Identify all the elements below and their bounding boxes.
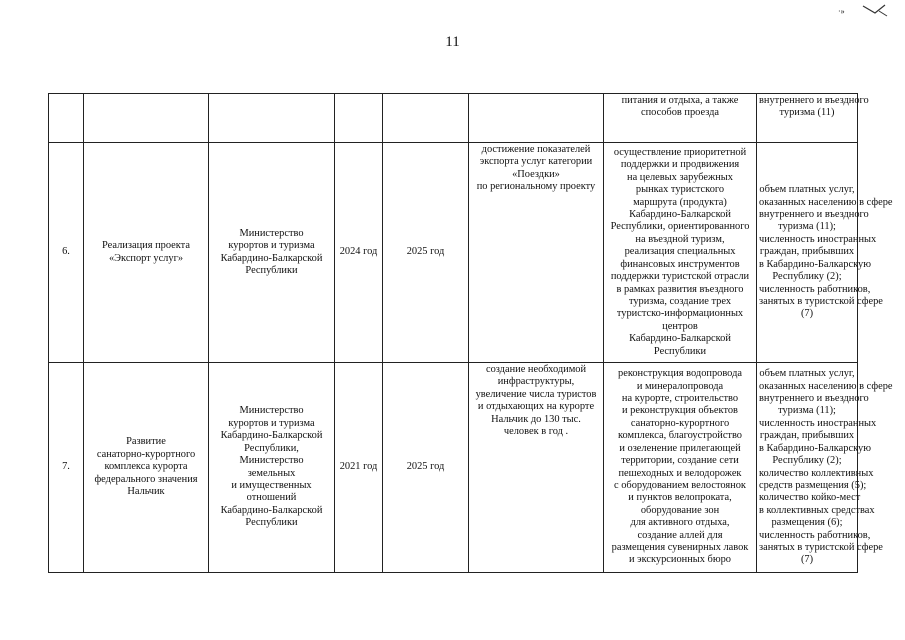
- cell-text-line: курортов и туризма: [228, 240, 315, 252]
- cell-text-line: и минералопровода: [636, 380, 724, 392]
- cell-text-line: санаторно-курортного: [630, 417, 730, 429]
- cell-text-line: Республики, ориентированного: [610, 221, 750, 233]
- cell-text-line: Реализация проекта: [102, 240, 190, 252]
- cell-text-line: экспорта услуг категории: [479, 156, 593, 168]
- cell-indicators: [469, 143, 604, 363]
- cell-text-line: количество койко-мест: [759, 492, 861, 504]
- table-row: [49, 363, 858, 573]
- cell-text-line: туризма (11);: [778, 405, 836, 417]
- cell-text-line: Развитие: [126, 436, 166, 448]
- cell-text-line: на целевых зарубежных: [627, 171, 733, 183]
- cell-text-line: и экскурсионных бюро: [628, 554, 731, 566]
- cell-text-line: Республики: [245, 264, 298, 276]
- cell-executor: [209, 143, 335, 363]
- cell-results: [757, 143, 893, 363]
- cell-text-line: «Экспорт услуг»: [108, 252, 184, 264]
- cell-text-line: туристско-информационных: [616, 308, 744, 320]
- cell-executor: [209, 363, 335, 573]
- cell-text-line: оказанных населению в сфере: [759, 196, 893, 208]
- cell-text-line: Министерство: [239, 455, 304, 467]
- cell-text-line: территории, создание сети: [621, 455, 739, 467]
- cell-text-line: создание аллей для: [637, 529, 723, 541]
- cell-text-line: с оборудованием велостоянок: [614, 479, 746, 491]
- cell-text-line: инфраструктуры,: [497, 376, 575, 388]
- cell-text-line: Кабардино-Балкарской: [220, 430, 323, 442]
- cell-number: 7.: [49, 363, 84, 573]
- cell-start-year: [335, 94, 383, 143]
- cell-text-line: внутреннего и въездного: [759, 393, 869, 405]
- cell-text-line: достижение показателей: [481, 144, 591, 155]
- cell-text-line: (7): [800, 554, 814, 566]
- cell-text-line: и озеленение прилегающей: [619, 442, 741, 454]
- cell-text-line: на курорте, строительство: [621, 393, 739, 405]
- cell-text-line: реализация специальных: [624, 246, 736, 258]
- cell-start-year: 2021 год: [335, 363, 383, 573]
- cell-text-line: комплекса, благоустройство: [617, 430, 743, 442]
- cell-end-year: [383, 94, 469, 143]
- cell-text-line: размещения сувенирных лавок: [611, 541, 749, 553]
- cell-results: [757, 94, 869, 143]
- cell-text-line: оборудование зон: [640, 504, 720, 516]
- cell-text-line: граждан, прибывших: [759, 246, 855, 258]
- cell-text-line: Республику (2);: [772, 271, 842, 283]
- measures-table: [48, 93, 893, 573]
- cell-text-line: численность иностранных: [759, 233, 877, 245]
- cell-text-line: туризма (11): [779, 107, 835, 119]
- cell-text-line: объем платных услуг,: [759, 184, 855, 196]
- cell-measure-name: [84, 363, 209, 573]
- cell-text-line: комплекса курорта: [104, 461, 188, 473]
- cell-text-line: внутреннего и въездного: [759, 209, 869, 221]
- cell-text-line: «Поездки»: [512, 168, 560, 180]
- cell-text-line: и имущественных: [231, 479, 312, 491]
- cell-measure-name: [84, 94, 209, 143]
- cell-text-line: питания и отдыха, а также: [621, 95, 739, 106]
- cell-text-line: численность иностранных: [759, 417, 877, 429]
- cell-text-line: размещения (6);: [771, 517, 843, 529]
- cell-text-line: рынках туристского: [635, 184, 725, 196]
- cell-text-line: средств размещения (5);: [759, 479, 867, 491]
- cell-text-line: туризма, создание трех: [628, 295, 732, 307]
- cell-text-line: увеличение числа туристов: [475, 388, 597, 400]
- cell-text-line: Республики: [245, 517, 298, 529]
- cell-text-line: для активного отдыха,: [630, 517, 730, 529]
- cell-text-line: курортов и туризма: [228, 417, 315, 429]
- cell-text-line: маршрута (продукта): [633, 196, 727, 208]
- cell-text-line: по региональному проекту: [476, 181, 596, 193]
- cell-text-line: санаторно-курортного: [96, 448, 196, 460]
- cell-text-line: на въездной туризм,: [635, 233, 725, 245]
- cell-text-line: отношений: [246, 492, 297, 504]
- cell-text-line: в рамках развития въездного: [616, 283, 744, 295]
- cell-text-line: федерального значения: [94, 473, 198, 485]
- cell-text-line: занятых в туристской сфере: [759, 295, 883, 307]
- margin-mark: ·»: [838, 7, 845, 16]
- table-row: [49, 94, 858, 143]
- cell-text-line: создание необходимой: [485, 364, 587, 375]
- cell-text-line: финансовых инструментов: [620, 258, 740, 270]
- cell-text-line: пешеходных и велодорожек: [618, 467, 742, 479]
- cell-text-line: Министерство: [239, 405, 304, 417]
- cell-results: [757, 363, 893, 573]
- cell-text-line: земельных: [247, 467, 296, 479]
- page-number: 11: [445, 34, 460, 50]
- cell-text-line: Кабардино-Балкарской: [220, 504, 323, 516]
- table-row: [49, 143, 858, 363]
- cell-text-line: (7): [800, 308, 814, 320]
- cell-indicators: [469, 94, 604, 143]
- pen-mark-icon: [857, 2, 891, 20]
- cell-text-line: внутреннего и въездного: [759, 95, 869, 106]
- cell-text-line: Нальчик до 130 тыс.: [491, 413, 581, 425]
- cell-indicators: [469, 363, 604, 573]
- cell-text-line: в Кабардино-Балкарскую: [759, 258, 871, 270]
- cell-text-line: численность работников,: [759, 283, 871, 295]
- cell-text-line: и реконструкция объектов: [622, 405, 738, 417]
- cell-text-line: занятых в туристской сфере: [759, 541, 883, 553]
- cell-text-line: человек в год .: [503, 426, 569, 438]
- cell-text-line: поддержки туристской отрасли: [610, 271, 750, 283]
- cell-text-line: туризма (11);: [778, 221, 836, 233]
- cell-tasks: [604, 143, 757, 363]
- cell-end-year: 2025 год: [383, 363, 469, 573]
- cell-text-line: количество коллективных: [759, 467, 874, 479]
- cell-text-line: поддержки и продвижения: [620, 159, 740, 171]
- cell-text-line: Республики,: [244, 442, 299, 454]
- cell-end-year: 2025 год: [383, 143, 469, 363]
- cell-text-line: Кабардино-Балкарской: [629, 333, 731, 345]
- cell-number: 6.: [49, 143, 84, 363]
- cell-text-line: и отдыхающих на курорте: [477, 401, 595, 413]
- cell-text-line: и пунктов велопроката,: [628, 492, 732, 504]
- cell-text-line: реконструкция водопровода: [618, 368, 742, 380]
- cell-text-line: осуществление приоритетной: [613, 147, 747, 159]
- cell-text-line: в Кабардино-Балкарскую: [759, 442, 871, 454]
- cell-text-line: Кабардино-Балкарской: [629, 209, 731, 221]
- cell-tasks: [604, 363, 757, 573]
- cell-text-line: Республики: [653, 345, 707, 357]
- cell-measure-name: [84, 143, 209, 363]
- cell-text-line: центров: [662, 320, 698, 332]
- cell-start-year: 2024 год: [335, 143, 383, 363]
- cell-number: [49, 94, 84, 143]
- cell-executor: [209, 94, 335, 143]
- cell-text-line: граждан, прибывших: [759, 430, 855, 442]
- cell-text-line: Министерство: [239, 227, 304, 239]
- cell-text-line: Нальчик: [127, 486, 165, 498]
- table-body: [49, 94, 893, 573]
- cell-tasks: [604, 94, 757, 143]
- cell-text-line: численность работников,: [759, 529, 871, 541]
- cell-text-line: Республику (2);: [772, 455, 842, 467]
- cell-text-line: способов проезда: [640, 107, 720, 119]
- cell-text-line: в коллективных средствах: [759, 504, 875, 516]
- cell-text-line: Кабардино-Балкарской: [220, 252, 323, 264]
- cell-text-line: объем платных услуг,: [759, 368, 855, 380]
- cell-text-line: оказанных населению в сфере: [759, 380, 893, 392]
